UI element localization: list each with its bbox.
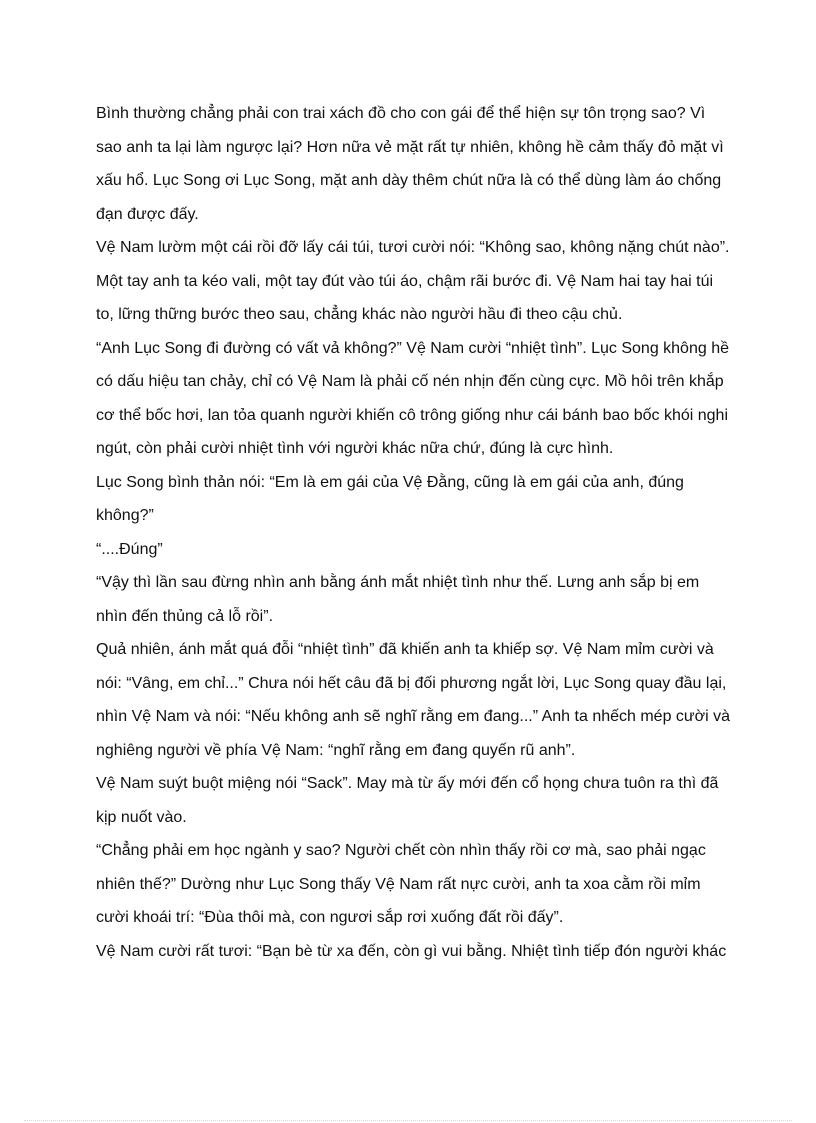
- paragraph-4: “Anh Lục Song đi đường có vất vả không?” Vệ Nam cười “nhiệt tình”. Lục Song không hề có dấu hiệu tan chảy, chỉ có Vệ Nam là phải cố nén nhịn đến cùng cực. Mồ hôi trên khắp cơ thể bốc hơi, lan tỏa quanh người khiến cô trông giống như cái bánh bao bốc khói nghi ngút, còn phải cười nhiệt tình với người khác nữa chứ, đúng là cực hình.: [96, 339, 729, 457]
- paragraph-8: Quả nhiên, ánh mắt quá đỗi “nhiệt tình” đã khiến anh ta khiếp sợ. Vệ Nam mỉm cười và nói: “Vâng, em chỉ...” Chưa nói hết câu đã bị đối phương ngắt lời, Lục Song quay đầu lại, nhìn Vệ Nam và nói: “Nếu không anh sẽ nghĩ rằng em đang...” Anh ta nhếch mép cười và nghiêng người về phía Vệ Nam: “nghĩ rằng em đang quyến rũ anh”.: [96, 641, 731, 759]
- paragraph-10: “Chẳng phải em học ngành y sao? Người chết còn nhìn thấy rồi cơ mà, sao phải ngạc nhiên thế?” Dường như Lục Song thấy Vệ Nam rất nực cười, anh ta xoa cằm rồi mỉm cười khoái trí: “Đùa thôi mà, con ngươi sắp rơi xuống đất rồi đấy”.: [96, 842, 706, 926]
- paragraph-6: “....Đúng”: [96, 540, 163, 558]
- story-text: [96, 97, 731, 968]
- paragraph-1: Bình thường chẳng phải con trai xách đồ cho con gái để thể hiện sự tôn trọng sao? Vì sao anh ta lại làm ngược lại? Hơn nữa vẻ mặt rất tự nhiên, không hề cảm thấy đỏ mặt vì xấu hổ. Lục Song ơi Lục Song, mặt anh dày thêm chút nữa là có thể dùng làm áo chống đạn được đấy.: [96, 105, 724, 223]
- paragraph-3: Một tay anh ta kéo vali, một tay đút vào túi áo, chậm rãi bước đi. Vệ Nam hai tay hai túi to, lững thững bước theo sau, chẳng khác nào người hầu đi theo cậu chủ.: [96, 272, 714, 323]
- paragraph-7: “Vậy thì lần sau đừng nhìn anh bằng ánh mắt nhiệt tình như thế. Lưng anh sắp bị em nhìn đến thủng cả lỗ rồi”.: [96, 574, 700, 625]
- page-bottom-edge: [24, 1120, 792, 1121]
- paragraph-5: Lục Song bình thản nói: “Em là em gái của Vệ Đằng, cũng là em gái của anh, đúng không?”: [96, 473, 684, 524]
- paragraph-9: Vệ Nam suýt buột miệng nói “Sack”. May mà từ ấy mới đến cổ họng chưa tuôn ra thì đã kịp nuốt vào.: [96, 775, 719, 826]
- paragraph-11: Vệ Nam cười rất tươi: “Bạn bè từ xa đến, còn gì vui bằng. Nhiệt tình tiếp đón người khác: [96, 942, 727, 960]
- paragraph-2: Vệ Nam lườm một cái rồi đỡ lấy cái túi, tươi cười nói: “Không sao, không nặng chút nào”.: [96, 239, 730, 256]
